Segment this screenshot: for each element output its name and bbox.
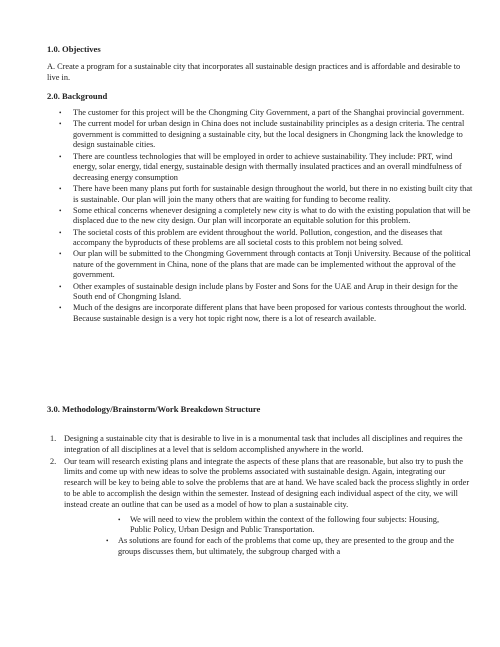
- bullet-icon: •: [59, 304, 62, 313]
- objectives-text: A. Create a program for a sustainable city that incorporates all sustainable design practices and is affordable and desirable to live in.: [47, 62, 461, 82]
- list-number: 1.: [50, 434, 57, 443]
- list-item: • There are countless technologies that will be employed in order to achieve sustainability. They include: PRT, wind energy, solar energy, tidal energy, sustainable design with thermally insulated practices and an overall mindfulness of decreasing energy consumption: [59, 151, 462, 182]
- methodology-list: [50, 434, 475, 559]
- list-item: • The current model for urban design in China does not include sustainability principles as a design criteria. The central government is committed to designing a sustainable city, but the local designers in Chongming lack the knowledge to design sustainable cities.: [59, 119, 465, 150]
- list-item: • The societal costs of this problem are evident throughout the world. Pollution, congestion, and the diseases that accompany the byproducts of these problems are all societal costs to this problem not being solved.: [59, 227, 443, 248]
- background-heading: 2.0. Background: [47, 91, 108, 101]
- list-item: • There have been many plans put forth for sustainable design throughout the world, but there in no existing built city that is sustainable. Our plan will join the many others that are waiting for funding to become reality.: [59, 183, 473, 204]
- methodology-heading: 3.0. Methodology/Brainstorm/Work Breakdown Structure: [47, 404, 261, 414]
- list-item: • Some ethical concerns whenever designing a completely new city is what to do with the existing population that will be displaced due to the new city design. Our plan will incorporate an equitable solution for this problem.: [59, 205, 471, 226]
- bullet-icon: •: [59, 120, 62, 129]
- list-item: 1. Designing a sustainable city that is desirable to live in is a monumental task that includes all disciplines and requires the integration of all disciplines at a level that is seldom accomplished anywhere in the world.: [50, 434, 463, 454]
- bullet-icon: •: [118, 515, 121, 524]
- list-item: • Other examples of sustainable design include plans by Foster and Sons for the UAE and Arup in their design for the South end of Chongming Island.: [59, 281, 458, 302]
- list-item: 2. Our team will research existing plans and integrate the aspects of these plans that are reasonable, but also try to push the limits and come up with new ideas to solve the problems associated with sustainable design. Again, integrating our research will be key to being able to solve the problems that are at hand. We have scaled back the process slightly in order to be able to accomplish the design within the semester. Instead of designing each individual aspect of the city, we will instead create an outline that can be used as a model of how to plan a sustainable city. • We will need to view the problem within the context of the following four subjects: Housing, Public Policy, Urban Design and Public Transportation. • As solutions are found for each of the problems that come up, they are presented to the group and the groups discusses them, but ultimately, the subgroup charged with a: [50, 457, 475, 558]
- list-item: • Our plan will be submitted to the Chongming Government through contacts at Tonji University. Because of the political nature of the government in China, none of the plans that are made can be implemented without the approval of the government.: [59, 249, 471, 280]
- bullet-icon: •: [59, 250, 62, 259]
- list-item: • The customer for this project will be the Chongming City Government, a part of the Shanghai provincial government.: [59, 108, 465, 117]
- bullet-icon: •: [59, 228, 62, 237]
- bullet-icon: •: [106, 537, 109, 546]
- bullet-icon: •: [59, 184, 62, 193]
- bullet-icon: •: [59, 109, 62, 117]
- list-item: • Much of the designs are incorporate different plans that have been proposed for various contests throughout the world. Because sustainable design is a very hot topic right now, there is a lot of research available.: [59, 303, 467, 324]
- bullet-icon: •: [59, 152, 62, 161]
- list-item: • As solutions are found for each of the problems that come up, they are presented to the group and the groups discusses them, but ultimately, the subgroup charged with a: [106, 536, 454, 556]
- bullet-icon: •: [59, 206, 62, 215]
- background-list: [56, 108, 476, 325]
- bullet-icon: •: [59, 282, 62, 291]
- methodology-sublist: [64, 515, 475, 558]
- objectives-heading: 1.0. Objectives: [47, 44, 101, 54]
- list-number: 2.: [50, 456, 57, 466]
- list-item: • We will need to view the problem within the context of the following four subjects: Housing, Public Policy, Urban Design and Public Transportation.: [118, 514, 440, 535]
